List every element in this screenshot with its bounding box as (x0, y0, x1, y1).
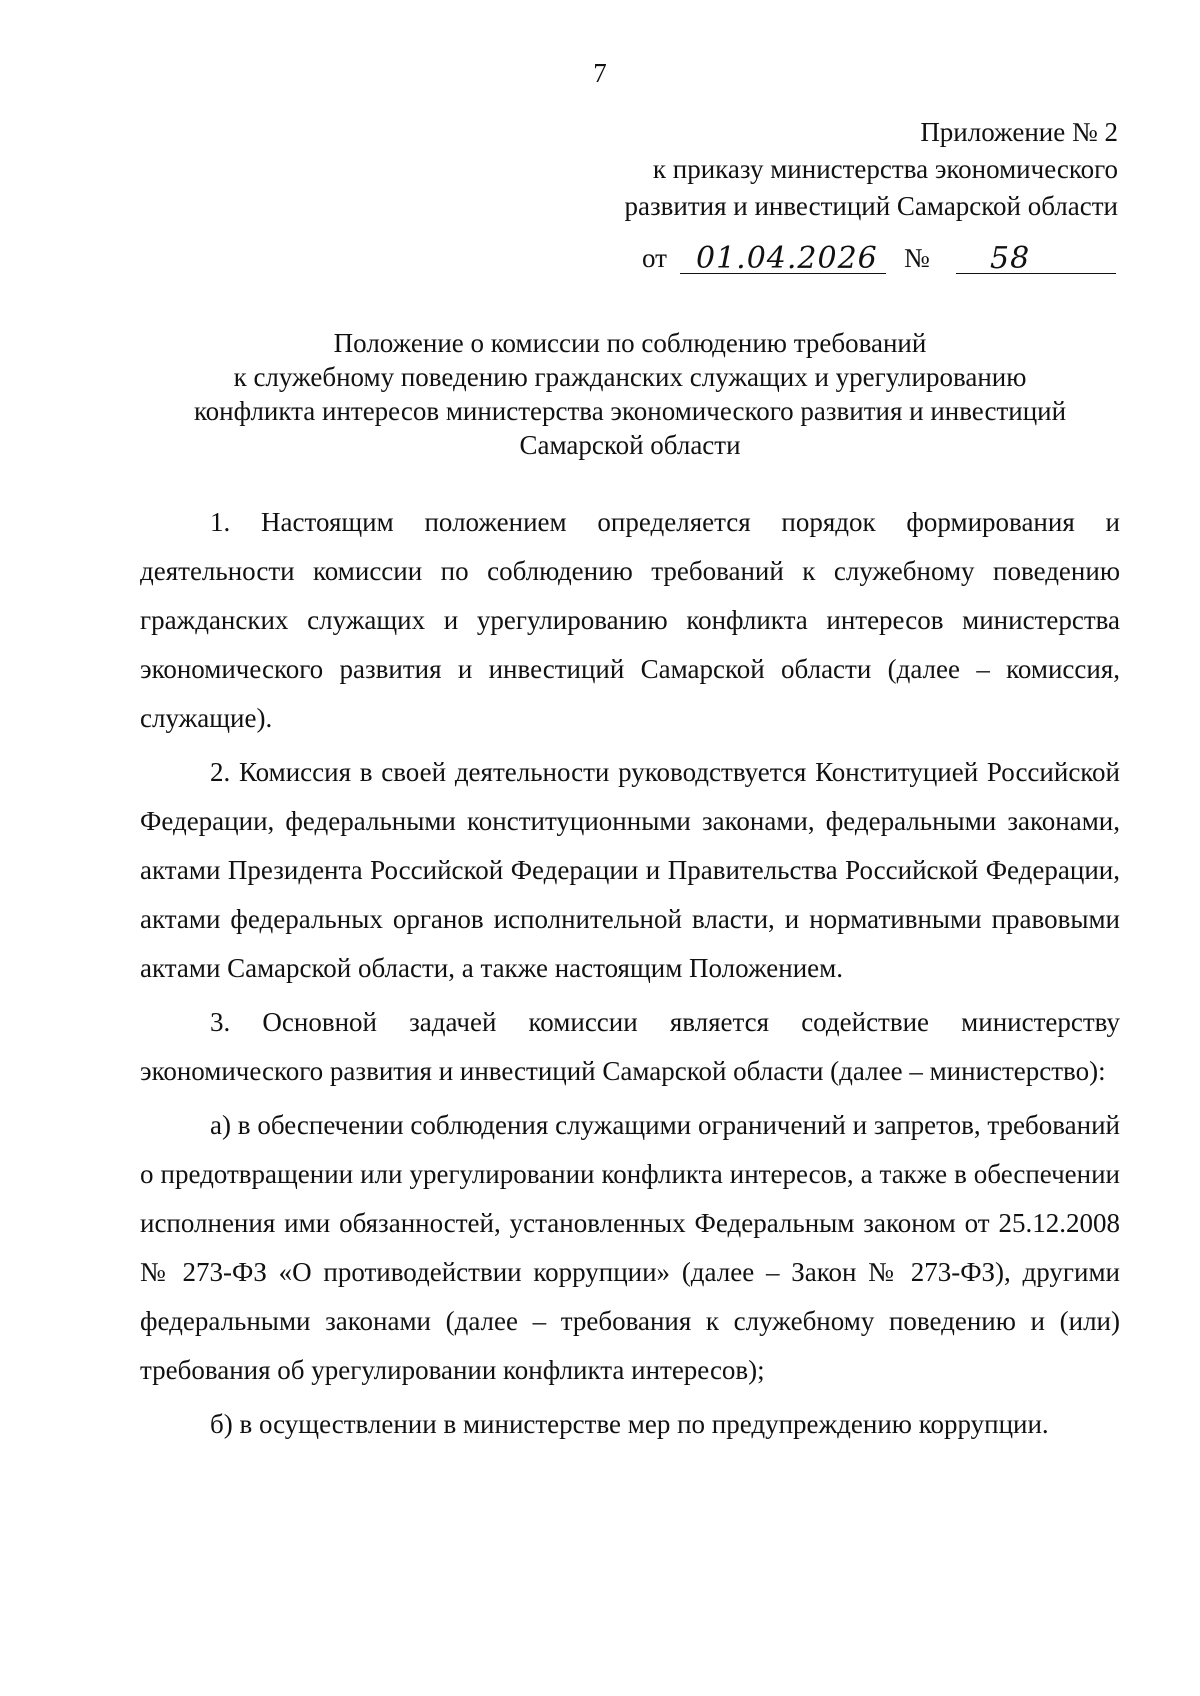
paragraph-3a: а) в обеспечении соблюдения служащими ограничений и запретов, требований о предотвращении или урегулировании конфликта интересов, а также в обеспечении исполнения ими обязанностей, установленных Федеральным законом от 25.12.2008 № 273-ФЗ «О противодействии коррупции» (далее – Закон № 273-ФЗ), другими федеральными законами (далее – требования к служебному поведению и (или) требования об урегулировании конфликта интересов); (140, 1110, 1120, 1385)
number-label: № (904, 243, 930, 273)
document-title (140, 326, 1120, 462)
title-line-3: конфликта интересов министерства экономического развития и инвестиций (193, 396, 1067, 426)
appendix-line-2: к приказу министерства экономического (652, 154, 1118, 184)
date-handwritten: 01.04.2026 (696, 241, 878, 276)
title-line-1: Положение о комиссии по соблюдению требований (333, 328, 927, 358)
page-number: 7 (593, 58, 607, 88)
document-body (140, 498, 1120, 1454)
number-underline (956, 273, 1116, 274)
appendix-header (624, 114, 1118, 225)
title-line-4: Самарской области (519, 430, 741, 460)
paragraph-2: 2. Комиссия в своей деятельности руководствуется Конституцией Российской Федерации, федеральными конституционными законами, федеральными законами, актами Президента Российской Федерации и Правительства Российской Федерации, актами федеральных органов исполнительной власти, и нормативными правовыми актами Самарской области, а также настоящим Положением. (140, 757, 1120, 983)
number-handwritten: 58 (990, 241, 1031, 276)
title-line-2: к служебному поведению гражданских служащих и урегулированию (233, 362, 1027, 392)
paragraph-1: 1. Настоящим положением определяется порядок формирования и деятельности комиссии по соблюдению требований к служебному поведению гражданских служащих и урегулированию конфликта интересов министерства экономического развития и инвестиций Самарской области (далее – комиссия, служащие). (140, 507, 1120, 733)
date-label: от (642, 243, 667, 273)
appendix-line-3: развития и инвестиций Самарской области (624, 191, 1118, 221)
order-date-number-row (642, 240, 1116, 280)
paragraph-3: 3. Основной задачей комиссии является содействие министерству экономического развития и инвестиций Самарской области (далее – министерство): (140, 1007, 1120, 1086)
paragraph-3b: б) в осуществлении в министерстве мер по предупреждению коррупции. (210, 1409, 1049, 1439)
appendix-line-1: Приложение № 2 (920, 117, 1118, 147)
